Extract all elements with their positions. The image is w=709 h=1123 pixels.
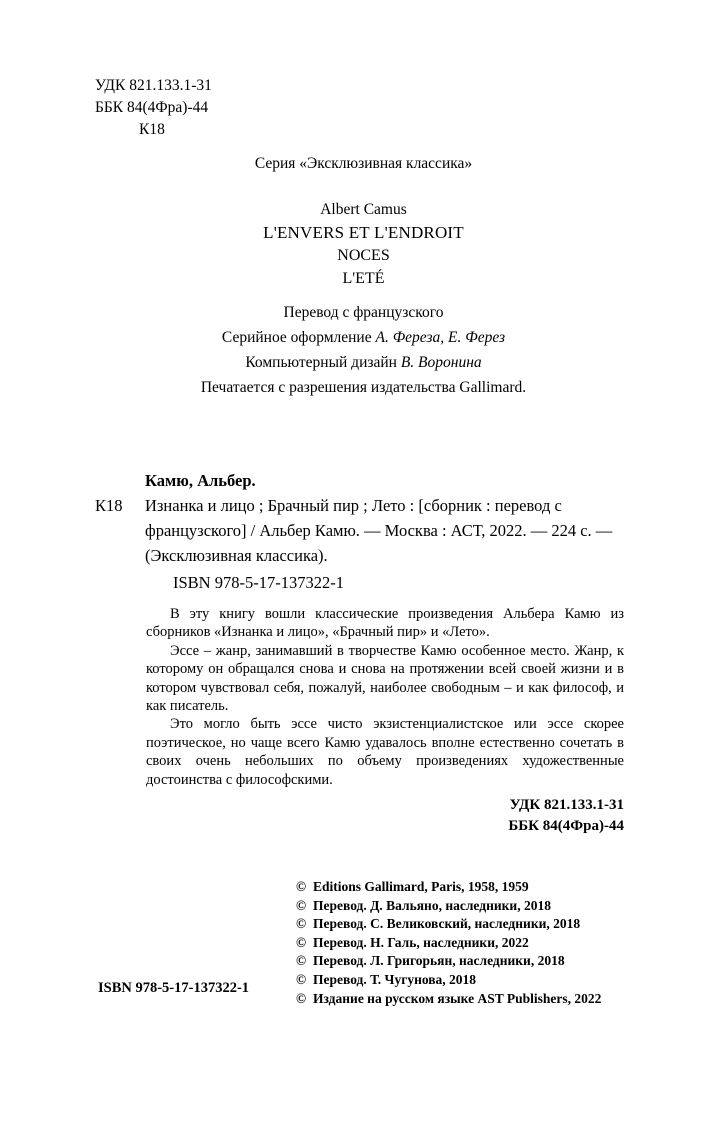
computer-design-names: В. Воронина bbox=[400, 354, 482, 371]
bbk-code: ББК 84(4Фра)-44 bbox=[95, 99, 209, 116]
computer-design-note bbox=[18, 350, 709, 375]
series-design-prefix: Серийное оформление bbox=[221, 329, 376, 346]
credits-block bbox=[0, 300, 709, 400]
annotation-block bbox=[146, 605, 624, 789]
original-title-block bbox=[0, 198, 709, 290]
copyright-symbol: © bbox=[296, 990, 307, 1006]
series-line: Серия «Эксклюзивная классика» bbox=[254, 155, 473, 172]
classification-repeat-block bbox=[508, 795, 624, 837]
translation-note: Перевод с французского bbox=[283, 304, 444, 321]
original-title-line-1: L'ENVERS ET L'ENDROIT bbox=[263, 223, 464, 242]
copyright-symbol: © bbox=[296, 897, 307, 913]
copyright-text: Перевод. С. Великовский, наследники, 2018 bbox=[313, 916, 581, 932]
record-isbn: ISBN 978-5-17-137322-1 bbox=[173, 573, 344, 592]
original-title-line-2: NOCES bbox=[337, 247, 390, 264]
bbk-code-repeat: ББК 84(4Фра)-44 bbox=[508, 818, 624, 834]
permission-note: Печатается с разрешения издательства Gallimard. bbox=[200, 379, 527, 396]
copyright-line bbox=[296, 878, 601, 897]
series-design-note bbox=[18, 325, 709, 350]
record-author: Камю, Альбер. bbox=[145, 471, 256, 490]
copyright-symbol: © bbox=[296, 879, 307, 894]
copyright-symbol: © bbox=[296, 953, 307, 969]
copyright-text: Перевод. Л. Григорьян, наследники, 2018 bbox=[313, 953, 565, 969]
isbn-bottom: ISBN 978-5-17-137322-1 bbox=[98, 980, 250, 996]
copyright-line bbox=[296, 897, 601, 916]
copyright-text: Editions Gallimard, Paris, 1958, 1959 bbox=[313, 879, 529, 894]
copyright-line bbox=[296, 934, 601, 953]
record-signature: К18 bbox=[95, 496, 123, 515]
original-author: Albert Camus bbox=[320, 201, 407, 218]
shelf-code: К18 bbox=[139, 121, 165, 138]
copyright-text: Издание на русском языке AST Publishers, 2022 bbox=[313, 990, 602, 1006]
copyright-text: Перевод. Н. Галь, наследники, 2022 bbox=[313, 934, 529, 950]
copyright-line bbox=[296, 971, 601, 990]
udk-code: УДК 821.133.1-31 bbox=[95, 77, 212, 94]
udk-code-repeat: УДК 821.133.1-31 bbox=[509, 797, 624, 813]
copyright-line bbox=[296, 915, 601, 934]
copyright-symbol: © bbox=[296, 934, 307, 950]
record-description: Изнанка и лицо ; Брачный пир ; Лето : [сборник : перевод с французского] / Альбер Камю. — Москва : АСТ, 2022. — 224 с. — (Эксклюзивная классика). bbox=[145, 496, 613, 565]
copyright-block bbox=[296, 878, 601, 1008]
cataloguing-record bbox=[95, 468, 625, 595]
computer-design-prefix: Компьютерный дизайн bbox=[245, 354, 401, 371]
copyright-symbol: © bbox=[296, 971, 307, 987]
series-design-names: А. Фереза, Е. Ферез bbox=[375, 329, 506, 346]
copyright-line bbox=[296, 952, 601, 971]
annotation-paragraph-2: Эссе – жанр, занимавший в творчестве Камю особенное место. Жанр, к которому он обращался снова и снова на протяжении всей своей жизни и в котором чувствовал себя, пожалуй, наиболее свободным – и как философ, и как писатель. bbox=[146, 642, 624, 715]
annotation-paragraph-3: Это могло быть эссе чисто экзистенциалистское или эссе скорее поэтическое, но чаще всего Камю удавалось вполне естественно сочетать в своих очень небольших по объему произведениях художественные достоинства с философскими. bbox=[146, 716, 624, 788]
copyright-symbol: © bbox=[296, 916, 307, 932]
original-title-line-3: L'ETÉ bbox=[342, 270, 385, 287]
classification-block bbox=[95, 75, 212, 141]
copyright-text: Перевод. Д. Вальяно, наследники, 2018 bbox=[313, 897, 551, 913]
annotation-paragraph-1: В эту книгу вошли классические произведения Альбера Камю из сборников «Изнанка и лицо», «Брачный пир» и «Лето». bbox=[146, 606, 624, 641]
copyright-line bbox=[296, 990, 601, 1009]
record-description-wrapper bbox=[95, 493, 625, 568]
copyright-text: Перевод. Т. Чугунова, 2018 bbox=[313, 971, 477, 987]
